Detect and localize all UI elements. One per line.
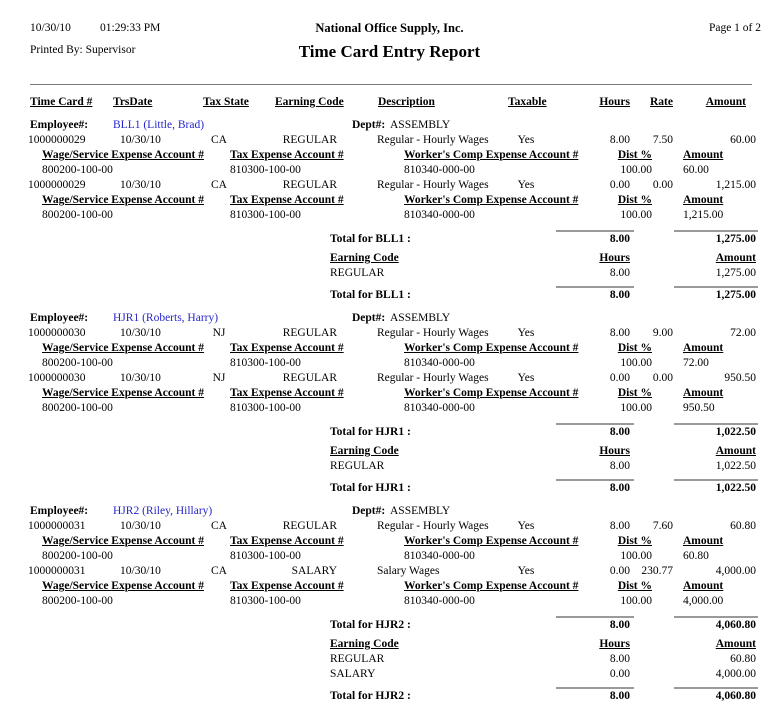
printed-by: Printed By: Supervisor [30, 44, 136, 56]
dist-percent: 100.00 [620, 357, 652, 369]
hours: 0.00 [609, 565, 630, 577]
earning-code: REGULAR [330, 267, 385, 279]
total-label: Total for BLL1 : [330, 289, 411, 301]
employee-header-row [0, 312, 779, 327]
timecard-row [0, 327, 779, 342]
total-hours: 8.00 [609, 619, 630, 631]
expense-value-row [0, 209, 779, 224]
timecard-row [0, 565, 779, 580]
earning-code-label: Earning Code [330, 638, 399, 650]
taxable: Yes [517, 327, 535, 339]
wage-expense-account: 800200-100-00 [42, 357, 113, 369]
timecard-number: 1000000030 [28, 327, 86, 339]
earning-hours: 0.00 [609, 668, 630, 680]
report-title: Time Card Entry Report [298, 42, 481, 61]
employee-header-row [0, 119, 779, 134]
earning-hours: 8.00 [609, 653, 630, 665]
description: Regular - Hourly Wages [377, 179, 489, 191]
expense-header-row [0, 535, 779, 550]
expense-header-row [0, 387, 779, 402]
total-hours: 8.00 [609, 482, 630, 494]
employee-label: Employee#: [30, 312, 89, 324]
taxable: Yes [517, 134, 535, 146]
wage-expense-label: Wage/Service Expense Account # [42, 535, 204, 547]
tax-state: CA [211, 520, 227, 532]
tax-state: CA [211, 565, 227, 577]
report-header [0, 0, 779, 96]
total-amount-line [674, 230, 758, 232]
trs-date: 10/30/10 [120, 520, 161, 532]
dist-percent: 100.00 [620, 402, 652, 414]
amount: 4,000.00 [715, 565, 756, 577]
earning-amount: 1,275.00 [715, 267, 756, 279]
timecard-row [0, 179, 779, 194]
dist-amount: 1,215.00 [683, 209, 724, 221]
employee-total-row [0, 421, 779, 443]
total-amount: 4,060.80 [715, 690, 756, 702]
earning-code: REGULAR [282, 520, 337, 532]
sub-amount-label: Amount [683, 342, 724, 354]
workers-comp-label: Worker's Comp Expense Account # [404, 535, 579, 547]
tax-state: CA [211, 179, 227, 191]
amount: 950.50 [724, 372, 756, 384]
dist-amount: 60.80 [683, 550, 709, 562]
expense-value-row [0, 595, 779, 610]
total-amount-line [674, 479, 758, 481]
hours: 8.00 [609, 134, 630, 146]
tax-expense-label: Tax Expense Account # [230, 342, 344, 354]
hours: 0.00 [609, 179, 630, 191]
col-timecard: Time Card # [30, 96, 93, 108]
description: Regular - Hourly Wages [377, 520, 489, 532]
earning-code: REGULAR [282, 372, 337, 384]
col-trsdate: TrsDate [113, 96, 153, 108]
rate: 7.60 [652, 520, 673, 532]
hours: 8.00 [609, 327, 630, 339]
earning-code-label: Earning Code [330, 252, 399, 264]
rate: 0.00 [652, 179, 673, 191]
taxable: Yes [517, 565, 535, 577]
workers-comp-account: 810340-000-00 [404, 550, 475, 562]
workers-comp-account: 810340-000-00 [404, 357, 475, 369]
total-hours: 8.00 [609, 233, 630, 245]
employee-total-row [0, 614, 779, 636]
dist-amount: 4,000.00 [683, 595, 724, 607]
expense-header-row [0, 580, 779, 595]
earning-summary-header [0, 252, 779, 267]
total-amount: 1,022.50 [715, 482, 756, 494]
earning-summary-row [0, 460, 779, 475]
tax-state: NJ [212, 372, 226, 384]
taxable: Yes [517, 520, 535, 532]
sub-amount-label: Amount [683, 149, 724, 161]
sub-amount-label: Amount [683, 387, 724, 399]
tax-expense-label: Tax Expense Account # [230, 535, 344, 547]
dist-label: Dist % [617, 535, 652, 547]
wage-expense-label: Wage/Service Expense Account # [42, 194, 204, 206]
wage-expense-account: 800200-100-00 [42, 550, 113, 562]
earning-code: REGULAR [330, 653, 385, 665]
total-amount: 1,022.50 [715, 426, 756, 438]
earning-amount: 1,022.50 [715, 460, 756, 472]
sub-amount-label: Amount [683, 194, 724, 206]
tax-expense-label: Tax Expense Account # [230, 194, 344, 206]
earning-code: SALARY [291, 565, 337, 577]
employee-header-row [0, 505, 779, 520]
workers-comp-label: Worker's Comp Expense Account # [404, 342, 579, 354]
total-amount: 1,275.00 [715, 289, 756, 301]
col-description: Description [378, 96, 435, 108]
amount: 60.00 [730, 134, 756, 146]
dist-percent: 100.00 [620, 550, 652, 562]
dept-label: Dept#: [352, 312, 386, 324]
wage-expense-account: 800200-100-00 [42, 402, 113, 414]
employee-total-row [0, 477, 779, 499]
earning-code: REGULAR [282, 134, 337, 146]
description: Regular - Hourly Wages [377, 327, 489, 339]
wage-expense-account: 800200-100-00 [42, 209, 113, 221]
total-hours: 8.00 [609, 289, 630, 301]
rate: 0.00 [652, 372, 673, 384]
earning-code: REGULAR [282, 327, 337, 339]
expense-value-row [0, 402, 779, 417]
total-hours: 8.00 [609, 426, 630, 438]
amount: 60.80 [730, 520, 756, 532]
col-taxable: Taxable [508, 96, 547, 108]
dist-percent: 100.00 [620, 209, 652, 221]
dept-value: ASSEMBLY [390, 505, 451, 517]
employee-block [0, 505, 779, 707]
tax-expense-account: 810300-100-00 [230, 550, 301, 562]
trs-date: 10/30/10 [120, 327, 161, 339]
employee-id-link[interactable]: HJR1 (Roberts, Harry) [113, 312, 219, 324]
timecard-number: 1000000029 [28, 134, 86, 146]
amount-label: Amount [715, 252, 756, 264]
total-amount-line [674, 687, 758, 689]
timecard-row [0, 134, 779, 149]
timecard-row [0, 520, 779, 535]
col-rate: Rate [650, 96, 673, 108]
total-label: Total for HJR1 : [330, 426, 411, 438]
tax-expense-label: Tax Expense Account # [230, 149, 344, 161]
tax-state: CA [211, 134, 227, 146]
earning-summary-row [0, 267, 779, 282]
hours-label: Hours [599, 445, 630, 457]
dept-label: Dept#: [352, 119, 386, 131]
expense-value-row [0, 164, 779, 179]
earning-code-label: Earning Code [330, 445, 399, 457]
timecard-number: 1000000031 [28, 565, 86, 577]
earning-hours: 8.00 [609, 460, 630, 472]
employee-block [0, 312, 779, 499]
tax-expense-account: 810300-100-00 [230, 209, 301, 221]
col-amount: Amount [705, 96, 746, 108]
timecard-number: 1000000029 [28, 179, 86, 191]
trs-date: 10/30/10 [120, 565, 161, 577]
amount-label: Amount [715, 638, 756, 650]
dist-amount: 950.50 [683, 402, 715, 414]
total-hours-line [556, 479, 634, 481]
total-amount-line [674, 286, 758, 288]
total-hours-line [556, 423, 634, 425]
total-hours-line [556, 616, 634, 618]
tax-expense-label: Tax Expense Account # [230, 580, 344, 592]
rate: 7.50 [652, 134, 673, 146]
dist-label: Dist % [617, 387, 652, 399]
employee-label: Employee#: [30, 505, 89, 517]
dist-percent: 100.00 [620, 595, 652, 607]
total-label: Total for HJR1 : [330, 482, 411, 494]
timecard-number: 1000000030 [28, 372, 86, 384]
earning-summary-row [0, 653, 779, 668]
total-amount-line [674, 423, 758, 425]
employee-total-row [0, 685, 779, 707]
amount: 72.00 [730, 327, 756, 339]
tax-expense-account: 810300-100-00 [230, 357, 301, 369]
earning-hours: 8.00 [609, 267, 630, 279]
earning-summary-row [0, 668, 779, 683]
total-hours: 8.00 [609, 690, 630, 702]
total-hours-line [556, 230, 634, 232]
total-amount: 4,060.80 [715, 619, 756, 631]
dept-label: Dept#: [352, 505, 386, 517]
workers-comp-account: 810340-000-00 [404, 595, 475, 607]
dept-value: ASSEMBLY [390, 119, 451, 131]
header-divider [30, 84, 752, 85]
wage-expense-account: 800200-100-00 [42, 595, 113, 607]
employee-id-link[interactable]: HJR2 (Riley, Hillary) [113, 505, 213, 517]
amount-label: Amount [715, 445, 756, 457]
expense-header-row [0, 342, 779, 357]
rate: 9.00 [652, 327, 673, 339]
timecard-row [0, 372, 779, 387]
hours: 0.00 [609, 372, 630, 384]
sub-amount-label: Amount [683, 580, 724, 592]
page-number: Page 1 of 2 [708, 22, 761, 34]
column-header-row [0, 96, 779, 113]
taxable: Yes [517, 372, 535, 384]
col-taxstate: Tax State [203, 96, 249, 108]
rate: 230.77 [641, 565, 673, 577]
amount: 1,215.00 [715, 179, 756, 191]
dist-label: Dist % [617, 194, 652, 206]
dist-amount: 72.00 [683, 357, 709, 369]
print-time: 01:29:33 PM [100, 22, 161, 34]
earning-code: REGULAR [282, 179, 337, 191]
earning-code: REGULAR [330, 460, 385, 472]
total-label: Total for HJR2 : [330, 690, 411, 702]
earning-code: SALARY [330, 668, 376, 680]
earning-summary-header [0, 445, 779, 460]
dist-label: Dist % [617, 149, 652, 161]
expense-header-row [0, 194, 779, 209]
tax-state: NJ [212, 327, 226, 339]
tax-expense-label: Tax Expense Account # [230, 387, 344, 399]
earning-summary-header [0, 638, 779, 653]
col-earningcode: Earning Code [275, 96, 344, 108]
workers-comp-account: 810340-000-00 [404, 164, 475, 176]
total-hours-line [556, 286, 634, 288]
workers-comp-label: Worker's Comp Expense Account # [404, 580, 579, 592]
total-amount-line [674, 616, 758, 618]
employee-id-link[interactable]: BLL1 (Little, Brad) [113, 119, 205, 131]
hours-label: Hours [599, 638, 630, 650]
wage-expense-label: Wage/Service Expense Account # [42, 149, 204, 161]
workers-comp-label: Worker's Comp Expense Account # [404, 387, 579, 399]
employee-block [0, 119, 779, 306]
company-name: National Office Supply, Inc. [315, 21, 464, 35]
total-label: Total for BLL1 : [330, 233, 411, 245]
employee-total-row [0, 228, 779, 250]
col-hours: Hours [599, 96, 630, 108]
total-label: Total for HJR2 : [330, 619, 411, 631]
workers-comp-account: 810340-000-00 [404, 209, 475, 221]
wage-expense-label: Wage/Service Expense Account # [42, 342, 204, 354]
description: Regular - Hourly Wages [377, 372, 489, 384]
hours: 8.00 [609, 520, 630, 532]
trs-date: 10/30/10 [120, 372, 161, 384]
trs-date: 10/30/10 [120, 134, 161, 146]
workers-comp-account: 810340-000-00 [404, 402, 475, 414]
timecard-number: 1000000031 [28, 520, 86, 532]
employee-total-row [0, 284, 779, 306]
employee-label: Employee#: [30, 119, 89, 131]
expense-header-row [0, 149, 779, 164]
dept-value: ASSEMBLY [390, 312, 451, 324]
dist-amount: 60.00 [683, 164, 709, 176]
dist-label: Dist % [617, 580, 652, 592]
trs-date: 10/30/10 [120, 179, 161, 191]
expense-value-row [0, 550, 779, 565]
taxable: Yes [517, 179, 535, 191]
dist-label: Dist % [617, 342, 652, 354]
dist-percent: 100.00 [620, 164, 652, 176]
wage-expense-label: Wage/Service Expense Account # [42, 387, 204, 399]
sub-amount-label: Amount [683, 535, 724, 547]
total-amount: 1,275.00 [715, 233, 756, 245]
tax-expense-account: 810300-100-00 [230, 164, 301, 176]
wage-expense-account: 800200-100-00 [42, 164, 113, 176]
expense-value-row [0, 357, 779, 372]
tax-expense-account: 810300-100-00 [230, 402, 301, 414]
description: Salary Wages [377, 565, 440, 577]
print-date: 10/30/10 [30, 22, 71, 34]
workers-comp-label: Worker's Comp Expense Account # [404, 149, 579, 161]
total-hours-line [556, 687, 634, 689]
earning-amount: 60.80 [730, 653, 756, 665]
description: Regular - Hourly Wages [377, 134, 489, 146]
wage-expense-label: Wage/Service Expense Account # [42, 580, 204, 592]
earning-amount: 4,000.00 [715, 668, 756, 680]
hours-label: Hours [599, 252, 630, 264]
workers-comp-label: Worker's Comp Expense Account # [404, 194, 579, 206]
tax-expense-account: 810300-100-00 [230, 595, 301, 607]
